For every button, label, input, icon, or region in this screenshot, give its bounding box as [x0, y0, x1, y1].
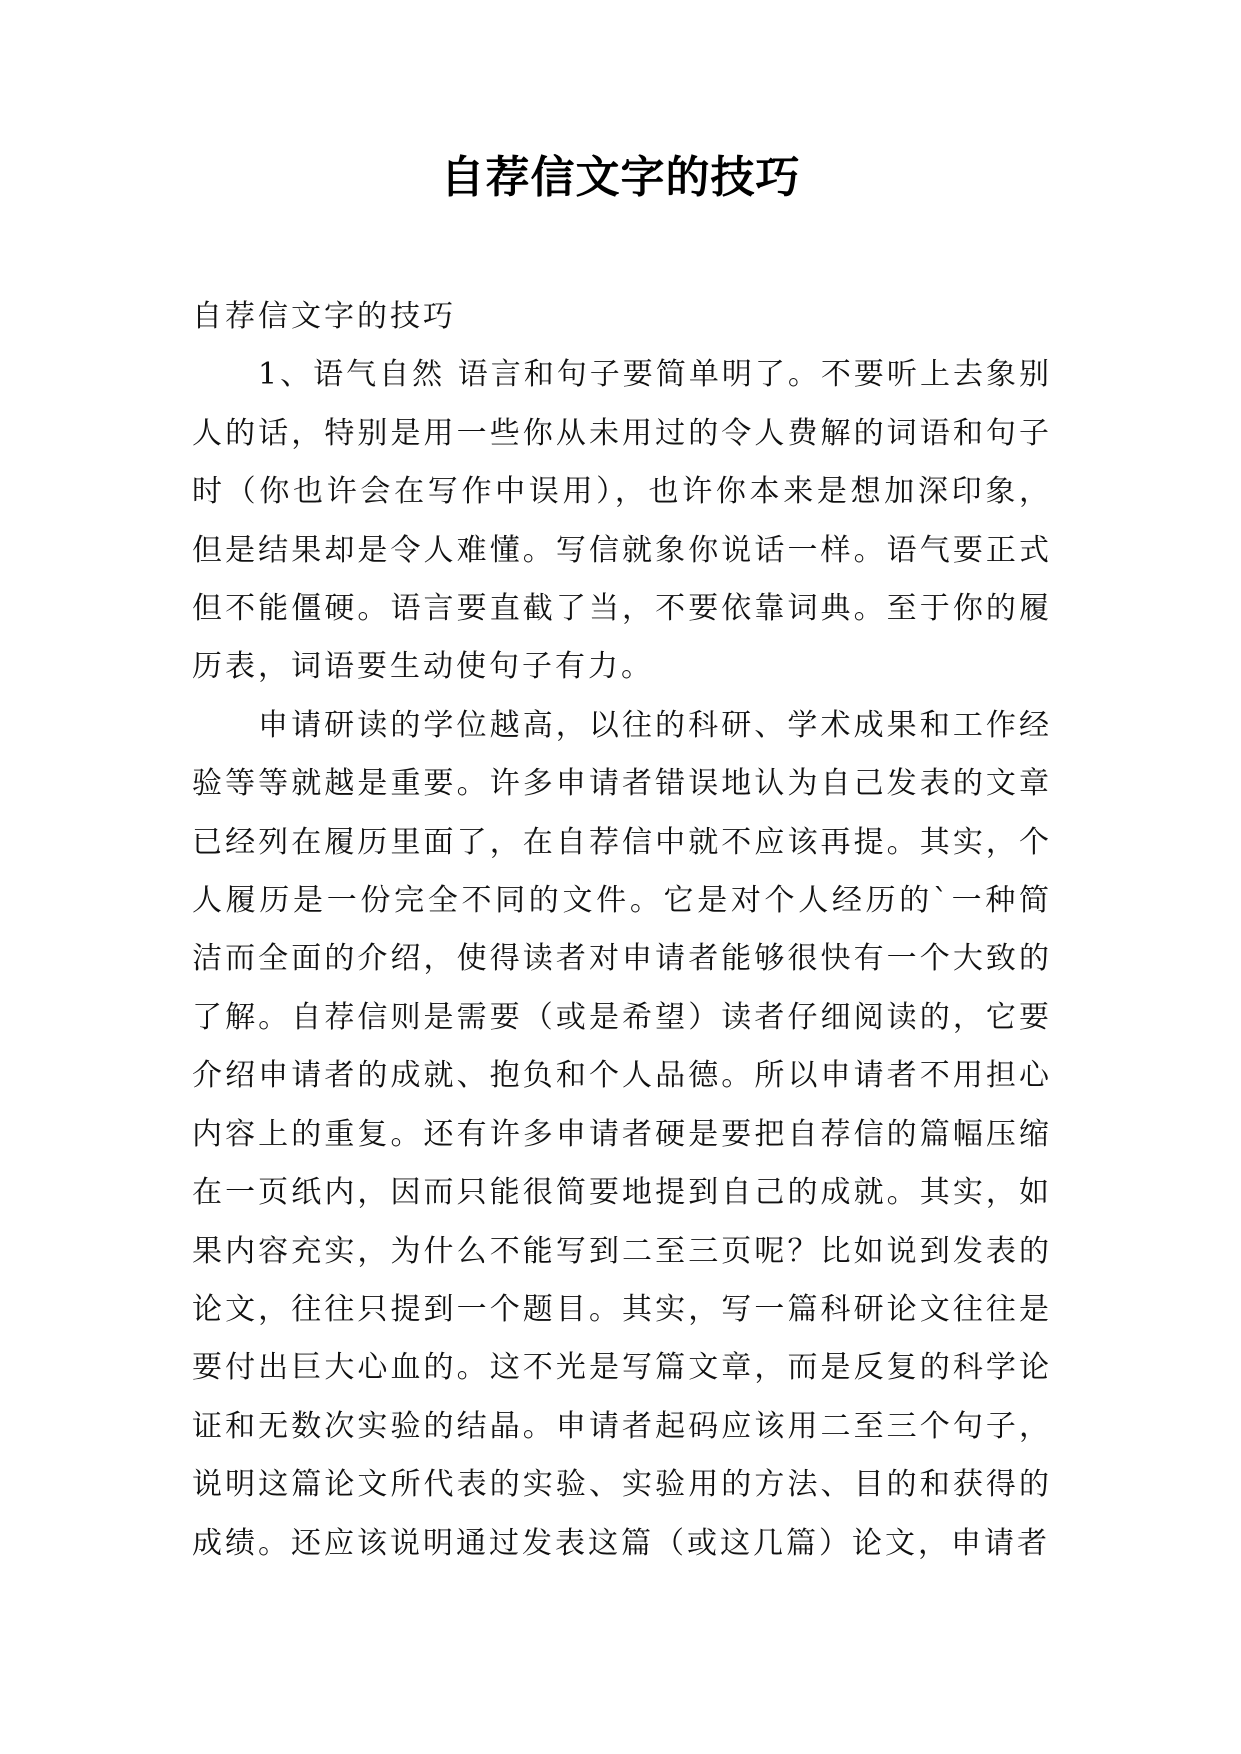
document-title: 自荐信文字的技巧	[440, 152, 801, 203]
paragraph-achievements: 申请研读的学位越高，以往的科研、学术成果和工作经验等等就越是重要。许多申请者错误地认为自己发表的文章已经列在履历里面了，在自荐信中就不应该再提。其实，个人履历是一份完全不同的文件。它是对个人经历的`一种简洁而全面的介绍，使得读者对申请者能够很快有一个大致的了解。自荐信则是需要（或是希望）读者仔细阅读的，它要介绍申请者的成就、抱负和个人品德。所以申请者不用担心内容上的重复。还有许多申请者硬是要把自荐信的篇幅压缩在一页纸内，因而只能很简要地提到自己的成就。其实，如果内容充实，为什么不能写到二至三页呢？比如说到发表的论文，往往只提到一个题目。其实，写一篇科研论文往往是要付出巨大心血的。这不光是写篇文章，而是反复的科学论证和无数次实验的结晶。申请者起码应该用二至三个句子，说明这篇论文所代表的实验、实验用的方法、目的和获得的成绩。还应该说明通过发表这篇（或这几篇）论文，申请者	[192, 707, 1052, 1561]
paragraph-tone: 1、语气自然 语言和句子要简单明了。不要听上去象别人的话，特别是用一些你从未用过的令人费解的词语和句子时（你也许会在写作中误用），也许你本来是想加深印象，但是结果却是令人难懂。写信就象你说话一样。语气要正式但不能僵硬。语言要直截了当，不要依靠词典。至于你的履历表，词语要生动使句子有力。	[192, 357, 1052, 685]
document-body	[192, 288, 1052, 1573]
document-subtitle: 自荐信文字的技巧	[192, 299, 456, 334]
